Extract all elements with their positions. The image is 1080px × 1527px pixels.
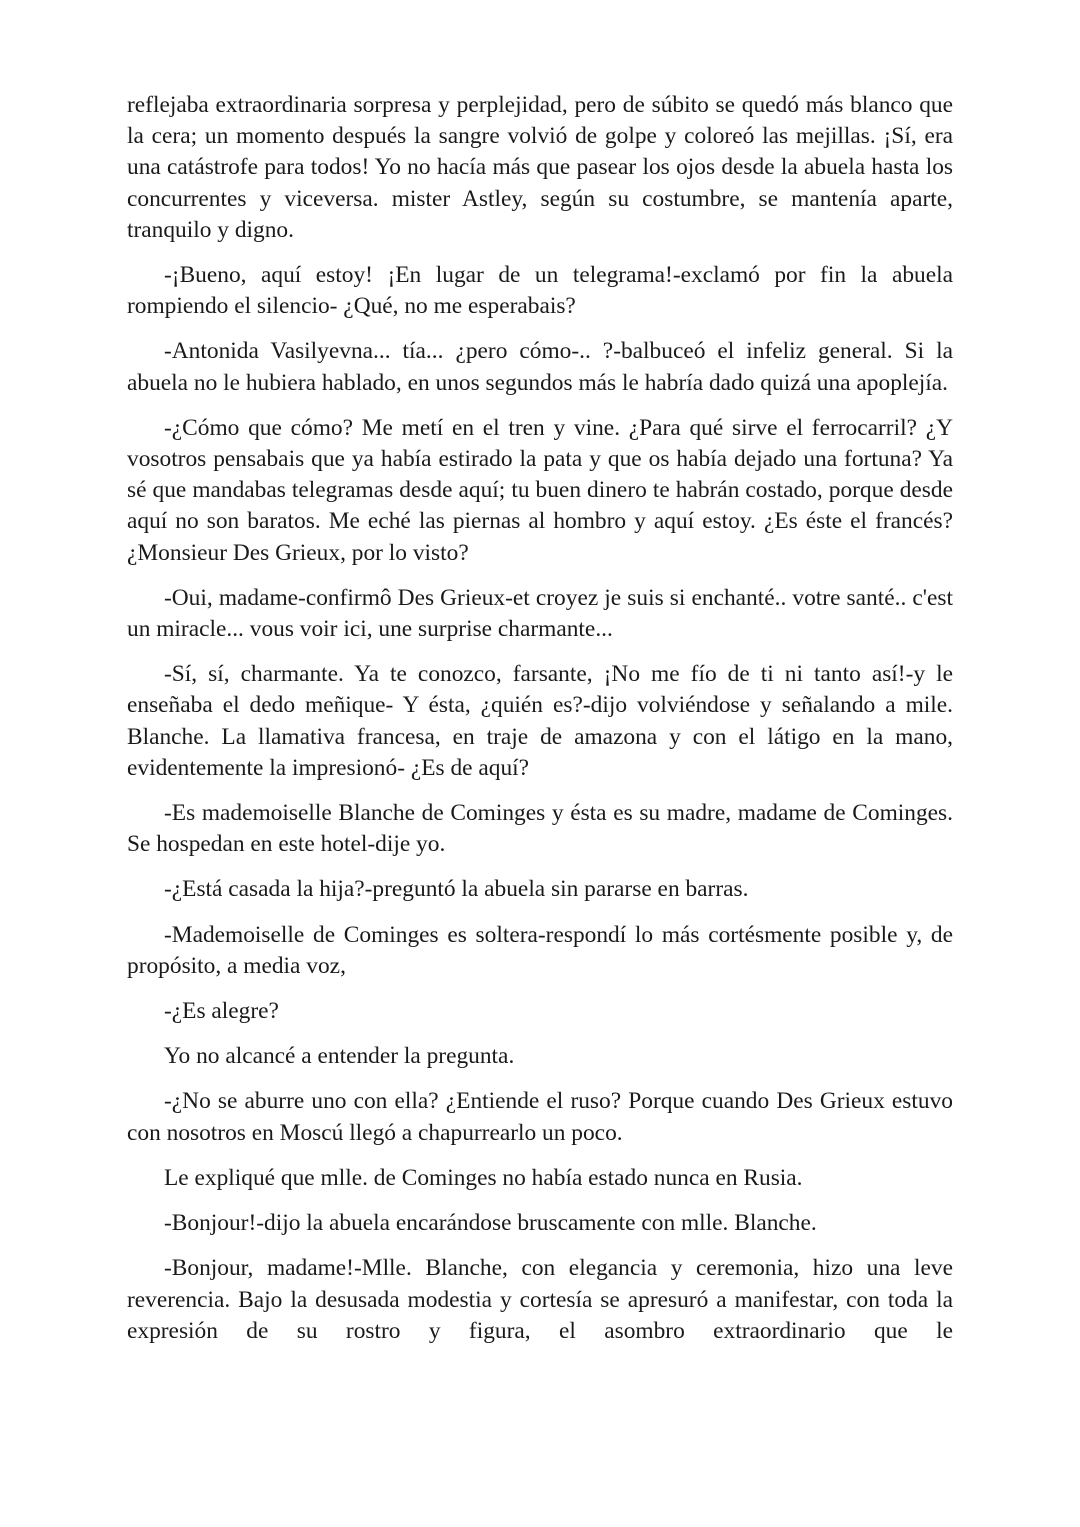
paragraph-9: -Mademoiselle de Cominges es soltera-respondí lo más cortésmente posible y, de propósito, a media voz, — [127, 921, 953, 979]
paragraph-7: -Es mademoiselle Blanche de Cominges y ésta es su madre, madame de Cominges. Se hospedan en este hotel-dije yo. — [127, 800, 953, 858]
document-page — [127, 90, 953, 1361]
paragraph-2: -¡Bueno, aquí estoy! ¡En lugar de un telegrama!-exclamó por fin la abuela rompiendo el silencio- ¿Qué, no me esperabais? — [127, 262, 953, 320]
paragraph-11: Yo no alcancé a entender la pregunta. — [164, 1043, 515, 1070]
paragraph-3: -Antonida Vasilyevna... tía... ¿pero cómo-.. ?-balbuceó el infeliz general. Si la abuela no le hubiera hablado, en unos segundos más le habría dado quizá una apoplejía. — [127, 338, 953, 396]
paragraph-4: -¿Cómo que cómo? Me metí en el tren y vine. ¿Para qué sirve el ferrocarril? ¿Y vosotros pensabais que ya había estirado la pata y que os había dejado una fortuna? Ya sé que mandabas telegramas desde aquí; tu buen dinero te habrán costado, porque desde aquí no son baratos. Me eché las piernas al hombro y aquí estoy. ¿Es éste el francés? ¿Monsieur Des Grieux, por lo visto? — [127, 414, 953, 566]
paragraph-1: reflejaba extraordinaria sorpresa y perplejidad, pero de súbito se quedó más blanco que la cera; un momento después la sangre volvió de golpe y coloreó las mejillas. ¡Sí, era una catástrofe para todos! Yo no hacía más que pasear los ojos desde la abuela hasta los concurrentes y viceversa. mister Astley, según su costumbre, se mantenía aparte, tranquilo y digno. — [127, 92, 953, 243]
paragraph-14: -Bonjour!-dijo la abuela encarándose bruscamente con mlle. Blanche. — [164, 1210, 817, 1237]
paragraph-10: -¿Es alegre? — [164, 998, 279, 1025]
paragraph-8: -¿Está casada la hija?-preguntó la abuela sin pararse en barras. — [164, 876, 749, 903]
paragraph-5: -Oui, madame-confirmô Des Grieux-et croyez je suis si enchanté.. votre santé.. c'est un miracle... vous voir ici, une surprise charmante... — [127, 584, 953, 643]
paragraph-12: -¿No se aburre uno con ella? ¿Entiende el ruso? Porque cuando Des Grieux estuvo con nosotros en Moscú llegó a chapurrearlo un poco. — [127, 1088, 953, 1146]
paragraph-6: -Sí, sí, charmante. Ya te conozco, farsante, ¡No me fío de ti ni tanto así!-y le enseñaba el dedo meñique- Y ésta, ¿quién es?-dijo volviéndose y señalando a mile. Blanche. La llamativa francesa, en traje de amazona y con el látigo en la mano, evidentemente la impresionó- ¿Es de aquí? — [127, 661, 953, 781]
paragraph-15: -Bonjour, madame!-Mlle. Blanche, con elegancia y ceremonia, hizo una leve reverencia. Bajo la desusada modestia y cortesía se apresuró a manifestar, con toda la expresión de su rostro y figura, el asombro extraordinario que le — [127, 1255, 953, 1344]
paragraph-13: Le expliqué que mlle. de Cominges no había estado nunca en Rusia. — [164, 1164, 803, 1191]
